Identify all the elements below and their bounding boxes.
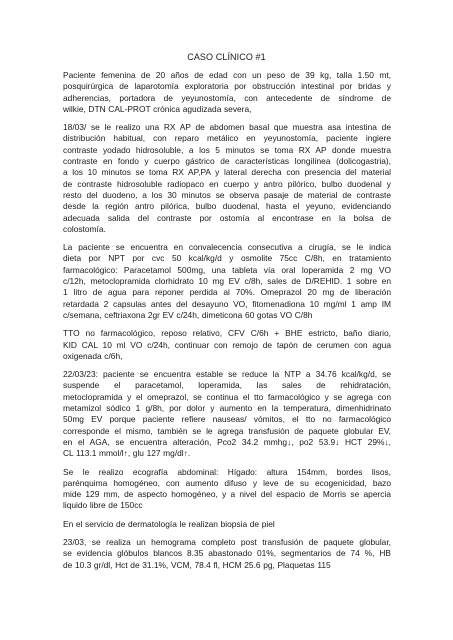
text-line: wilkie, DTN CAL-PROT crónica agudizada severa,: [63, 103, 252, 114]
text-line: farmacológico: Paracetamol 500mg, una tableta vía oral loperamida 2 mg VO: [63, 264, 391, 275]
text-line: 18/03/ se le realizo una RX AP de abdomen basal que muestra asa intestina de: [63, 122, 391, 133]
text-line: 22/03/23: paciente se encuentra estable se reduce la NTP a 34.76 kcal/kg/d, se: [63, 369, 391, 380]
text-line: de contraste hidrosoluble radiopaco en cuerpo y antro pilórico, bulbo duodenal y: [63, 178, 391, 189]
text-line: contraste en fondo y cuerpo gástrico de características longilínea (dolicogastria),: [63, 156, 391, 167]
text-line: liquido libre de 150cc: [63, 500, 143, 511]
paragraph: [63, 242, 391, 321]
text-line: posquirúrgica de laparotomía exploratoria por obstrucción intestinal por bridas y: [63, 81, 391, 92]
text-line: retardada 2 capsulas antes del desayuno VO, fitomenadiona 10 mg/ml 1 amp IM: [63, 298, 391, 309]
text-line: en el AGA, se encuentra alteración, Pco2 34.2 mmhg↓, po2 53.9↓ HCT 29%↓,: [63, 436, 391, 447]
text-line: resto del duodeno, a los 30 minutos se observa pasaje de material de contraste: [63, 189, 391, 200]
text-line: metoclopramida y el omeprazol, se continua el tto farmacológico y se agrega con: [63, 391, 391, 402]
paragraph: [63, 537, 391, 571]
text-line: de 10.3 gr/dl, Hct de 31.1%, VCM, 78.4 fl, HCM 25.6 pg, Plaquetas 115: [63, 559, 331, 570]
text-line: desde la región antro pilórica, bulbo duodenal, hasta el yeyuno, evidenciando: [63, 201, 391, 212]
document-title: CASO CLÍNICO #1: [187, 52, 266, 62]
paragraph: [63, 70, 391, 115]
text-line: parénquima homogéneo, con aumento difuso y leve de su ecogenicidad, bazo: [63, 477, 391, 488]
text-line: KID CAL 10 ml VO c/24h, continuar con remojo de tapón de cerumen con agua: [63, 339, 391, 350]
text-line: c/12h, metoclopramida clorhidrato 10 mg EV c/8h, sales de D/REHID. 1 sobre en: [63, 276, 391, 287]
text-line: contraste yodado hidrosoluble, a los 5 minutos se toma RX AP donde muestra: [63, 144, 391, 155]
document-body: [63, 70, 391, 578]
paragraph: [63, 369, 391, 459]
text-line: adecuada salida del contraste por ostomía al encontrase en la bolsa de: [63, 212, 391, 223]
paragraph: [63, 467, 391, 512]
text-line: TTO no farmacológico, reposo relativo, CFV C/6h + BHE estricto, baño diario,: [63, 328, 391, 339]
text-line: 23/03, se realiza un hemograma completo post transfusión de paquete globular,: [63, 536, 391, 547]
text-line: Se le realizo ecografía abdominal: Hígado: altura 154mm, bordes lisos,: [63, 466, 391, 477]
text-line: corresponde el mismo, también se le agrega transfusión de paquete globular EV,: [63, 425, 391, 436]
text-line: se evidencia glóbulos blancos 8.35 abastonado 01%, segmentarios de 74 %, HB: [63, 548, 391, 559]
text-line: Paciente femenina de 20 años de edad con un peso de 39 kg, talla 1.50 mt,: [63, 70, 391, 80]
text-line: 50mg EV porque paciente refiere nauseas/ vómitos, el tto no farmacológico: [63, 414, 391, 425]
text-line: CL 113.1 mmol/l↑, glu 127 mg/dl↑.: [63, 448, 191, 459]
text-line: La paciente se encuentra en convalecencia consecutiva a cirugía, se le indica: [63, 242, 391, 253]
text-line: distribución habitual, con reparo metálico en yeyunostomía, paciente ingiere: [63, 133, 391, 144]
text-line: dieta por NPT por cvc 50 kcal/kg/d y osmolite 75cc C/8h, en tratamiento: [63, 253, 391, 264]
text-line: mide 129 mm, de aspecto homogéneo, y a nivel del espacio de Morris se apercia: [63, 489, 391, 500]
text-line: a los 10 minutos se toma RX AP,PA y lateral derecha con presencia del material: [63, 167, 391, 178]
paragraph: [63, 122, 391, 235]
text-line: suspende el paracetamol, loperamida, las sales de rehidratación,: [63, 380, 391, 391]
paragraph: [63, 328, 391, 362]
text-line: metamizol sódico 1 g/8h, por dolor y aumento en la temperatura, dimenhidrinato: [63, 403, 391, 414]
text-line: 1 litro de agua para reponer perdida al 70%. Omeprazol 20 mg de liberación: [63, 287, 391, 298]
text-line: colostomía.: [63, 223, 106, 234]
text-line: adherencias, portadora de yeyunostomía, con antecedente de síndrome de: [63, 92, 391, 103]
paragraph: [63, 519, 391, 530]
text-line: oxigenada c/6h,: [63, 350, 123, 361]
text-line: c/semana, ceftriaxona 2gr EV c/24h, dimeticona 60 gotas VO C/8h: [63, 309, 313, 320]
text-line: En el servicio de dermatología le realizan biopsia de piel: [63, 518, 275, 529]
